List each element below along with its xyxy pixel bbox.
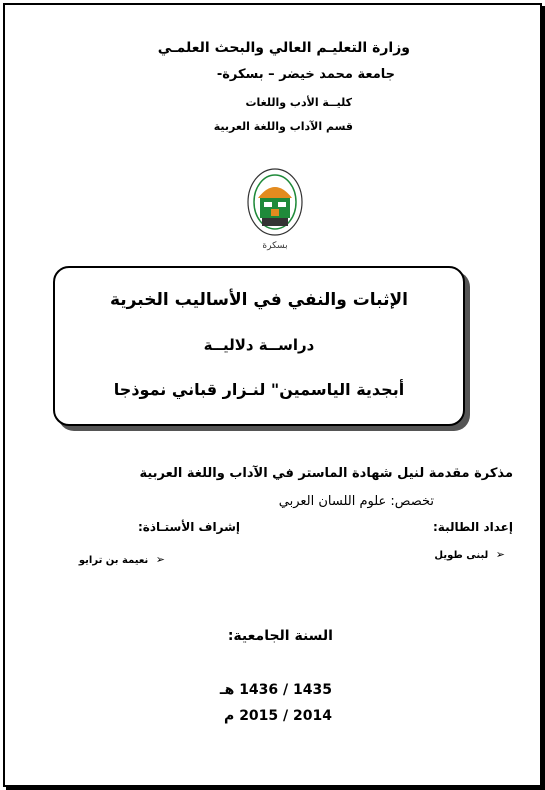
- thesis-case-study: أبجدية الياسمين" لنـزار قباني نموذجا: [113, 380, 405, 399]
- academic-year-hijri: 1435 / 1436 هـ: [219, 682, 332, 698]
- faculty-line: كليــة الأدب واللغات: [245, 96, 352, 109]
- memo-purpose: مذكرة مقدمة لنيل شهادة الماستر في الآداب واللغة العربية: [139, 466, 513, 481]
- student-entry: [434, 548, 505, 561]
- supervisor-name: نعيمة بن ترايو: [78, 555, 149, 566]
- memo-specialty: تخصص: علوم اللسان العربي: [278, 494, 434, 509]
- supervisor-entry: [79, 553, 165, 566]
- university-line: جامعة محمد خيضر – بسكرة-: [216, 67, 395, 82]
- student-name: لبنى طويل: [434, 550, 489, 561]
- logo-caption: بسكرة: [262, 241, 288, 251]
- thesis-subtitle: دراســة دلاليــة: [203, 336, 315, 354]
- pointer-arrow-icon: ➢: [155, 553, 165, 566]
- pointer-arrow-icon: ➢: [495, 548, 505, 561]
- department-line: قسم الآداب واللغة العربية: [213, 120, 353, 133]
- thesis-title-box: [53, 266, 465, 426]
- university-seal-icon: [246, 168, 304, 254]
- ministry-line: وزارة التعليـم العالي والبحث العلمـي: [157, 40, 410, 56]
- prepared-by-label: إعداد الطالبة:: [433, 520, 513, 534]
- academic-year-label: السنة الجامعية:: [227, 628, 333, 644]
- supervised-by-label: إشراف الأستـاذة:: [137, 520, 240, 534]
- thesis-title: الإثبات والنفي في الأساليب الخبرية: [109, 290, 408, 310]
- academic-year-gregorian: 2014 / 2015 م: [224, 708, 332, 724]
